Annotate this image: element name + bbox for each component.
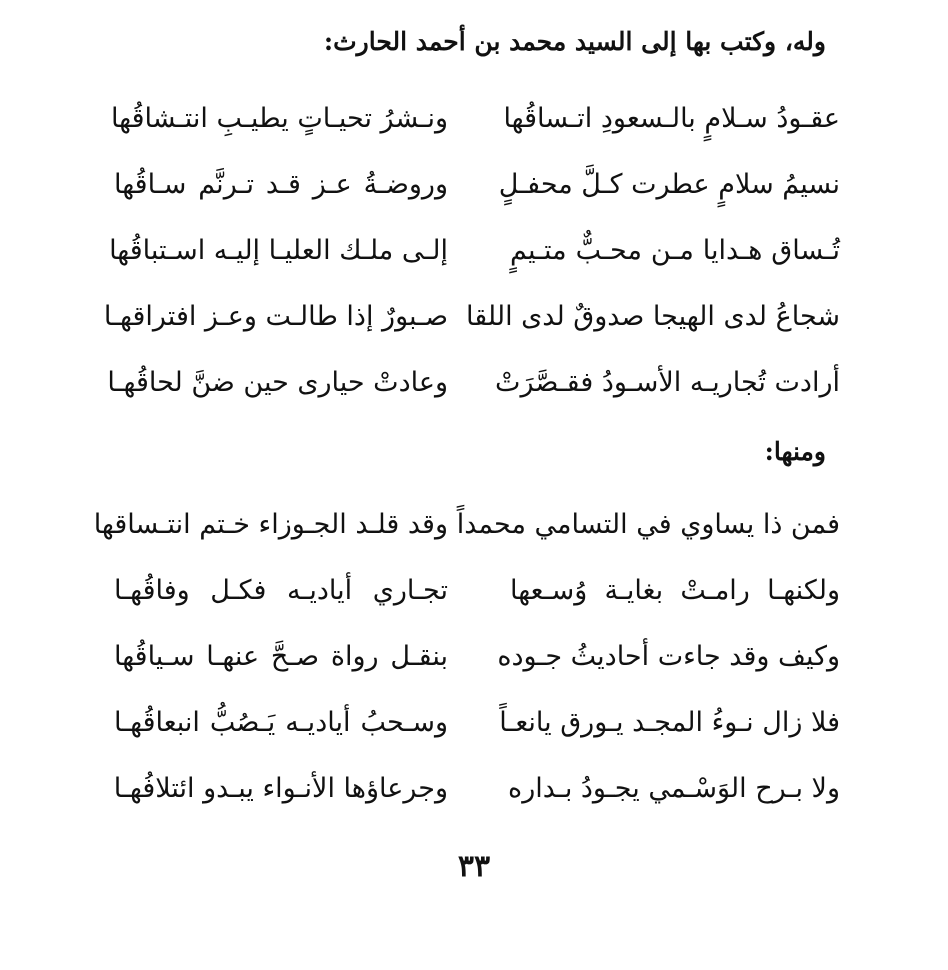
verse-line (0, 500, 948, 566)
verse-line (0, 632, 948, 698)
poem-introduction: وله، وكتب بها إلى السيد محمد بن أحمد الحارث: (323, 27, 826, 56)
second-hemistich: وعادتْ حيارى حين ضنَّ لحاقُهـا (107, 367, 448, 398)
first-hemistich: وكيف وقد جاءت أحاديثُ جـوده (497, 641, 840, 672)
second-hemistich: وروضـةُ عـز قـد تـرنَّم سـاقُها (114, 169, 448, 200)
second-hemistich: ونـشرُ تحيـاتٍ يطيـبِ انتـشاقُها (110, 103, 448, 134)
first-hemistich: نسيمُ سلامٍ عطرت كـلَّ محفـلٍ (498, 169, 840, 200)
verse-line (0, 160, 948, 226)
first-hemistich: ولا بـرح الوَسْـمي يجـودُ بـداره (508, 773, 840, 804)
verse-line (0, 226, 948, 292)
second-hemistich: وجرعاؤها الأنـواء يبـدو ائتلافُهـا (113, 773, 448, 804)
first-hemistich: تُـساق هـدايا مـن محـبٌّ متـيمٍ (510, 235, 840, 266)
page-number: ٣٣ (457, 849, 491, 884)
section-subheading: ومنها: (764, 437, 826, 466)
verse-line (0, 292, 948, 358)
stanza-one (0, 94, 948, 424)
second-hemistich: بنقـل رواة صـحَّ عنهـا سـياقُها (114, 641, 448, 672)
second-hemistich: صـبورٌ إذا طالـت وعـز افتراقهـا (103, 301, 448, 332)
first-hemistich: عقـودُ سـلامٍ بالـسعودِ اتـساقُها (503, 103, 840, 134)
verse-line (0, 358, 948, 424)
verse-line (0, 698, 948, 764)
stanza-two (0, 500, 948, 830)
second-hemistich: وقد قلـد الجـوزاء خـتم انتـساقها (93, 509, 448, 540)
verse-line (0, 566, 948, 632)
second-hemistich: تجـاري أياديـه فكـل وفاقُهـا (114, 575, 448, 606)
second-hemistich: إلـى ملـك العليـا إليـه اسـتباقُها (109, 235, 448, 266)
first-hemistich: ولكنهـا رامـتْ بغايـة وُسـعها (510, 575, 840, 606)
first-hemistich: أرادت تُجاريـه الأسـودُ فقـصَّرَتْ (495, 367, 840, 398)
verse-line (0, 94, 948, 160)
second-hemistich: وسـحبُ أياديـه يَـصُبُّ انبعاقُهـا (114, 707, 448, 738)
verse-line (0, 764, 948, 830)
first-hemistich: فمن ذا يساوي في التسامي محمداً (456, 509, 840, 540)
first-hemistich: شجاعُ لدى الهيجا صدوقٌ لدى اللقا (466, 301, 840, 332)
first-hemistich: فلا زال نـوءُ المجـد يـورق يانعـاً (499, 707, 840, 738)
